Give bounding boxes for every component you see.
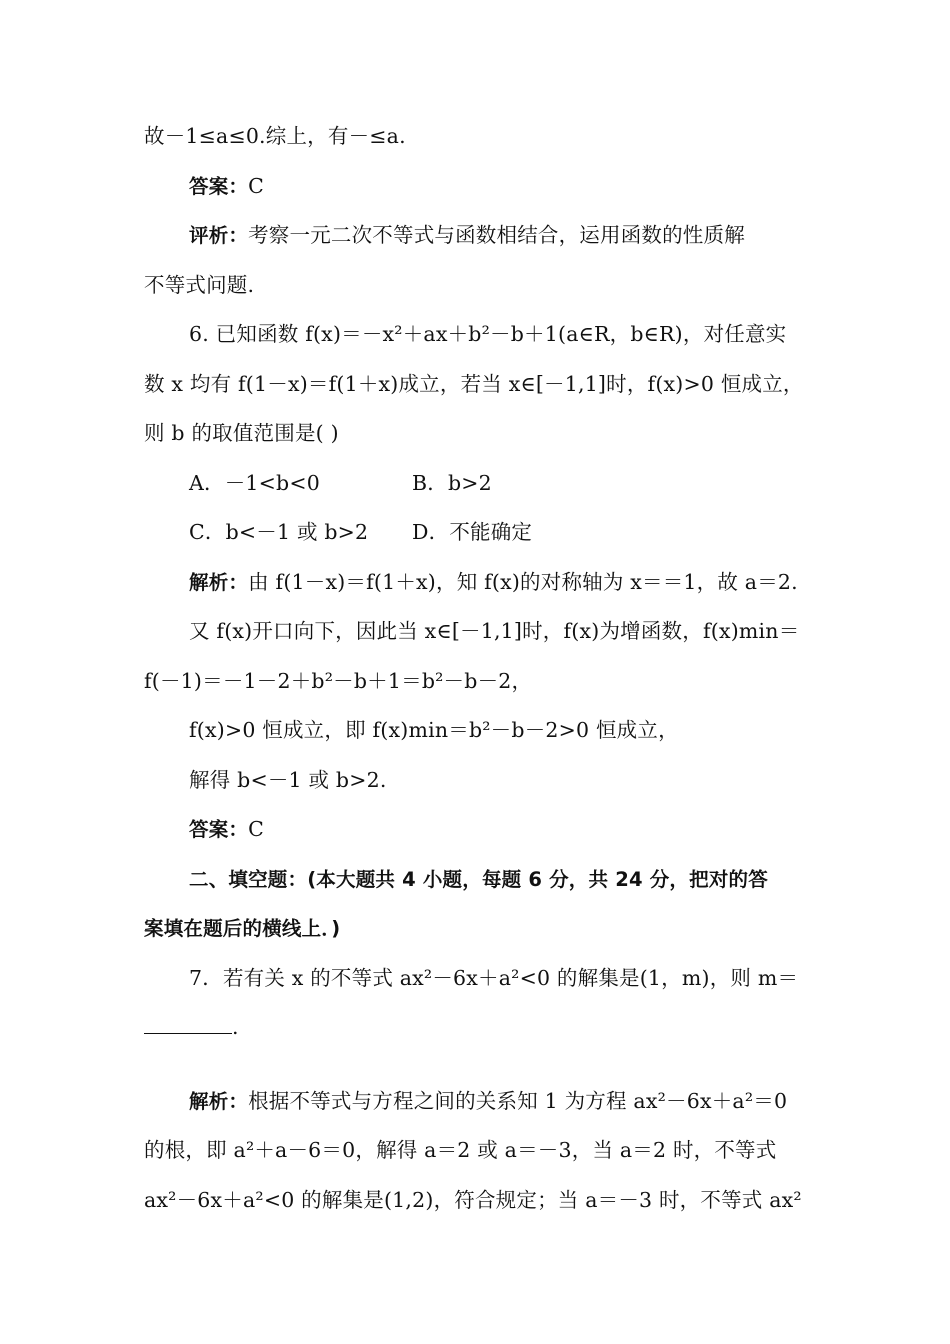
solution-7-line-3: ax²－6x＋a²<0 的解集是(1,2)，符合规定；当 a＝－3 时，不等式 ax² — [144, 1187, 802, 1212]
solution-6-line-4: f(x)>0 恒成立，即 f(x)min＝b²－b－2>0 恒成立， — [189, 718, 679, 742]
option-b: B．b>2 — [412, 470, 492, 495]
document-page — [144, 112, 808, 1225]
solution-7-line-1 — [144, 1077, 808, 1127]
question-7-line-2 — [144, 1003, 808, 1053]
option-a: A．－1<b<0 — [189, 470, 320, 495]
solution-label: 解析： — [189, 570, 249, 594]
question-7-line-1: 7．若有关 x 的不等式 ax²－6x＋a²<0 的解集是(1，m)，则 m＝ — [189, 965, 799, 990]
comment-text: 考察一元二次不等式与函数相结合，运用函数的性质解 — [248, 223, 745, 247]
comment-line-2: 不等式问题. — [144, 272, 255, 297]
option-c: C．b<－1 或 b>2 — [189, 520, 369, 544]
answer-value: C — [248, 173, 264, 198]
comment-label: 评析： — [189, 224, 249, 247]
answer-line — [144, 162, 808, 212]
solution-7-text: 根据不等式与方程之间的关系知 1 为方程 ax²－6x＋a²＝0 — [248, 1088, 788, 1113]
answer-label: 答案： — [189, 174, 249, 198]
question-6-line-2: 数 x 均有 f(1－x)＝f(1＋x)成立，若当 x∈[－1,1]时，f(x)>0 恒成立， — [144, 371, 804, 396]
question-6-line-1: 6. 已知函数 f(x)＝－x²＋ax＋b²－b＋1(a∈R，b∈R)，对任意实 — [189, 322, 787, 346]
text-line: 故－1≤a≤0.综上，有－≤a. — [144, 124, 406, 148]
solution-7-label: 解析： — [189, 1089, 249, 1113]
comment-line — [144, 211, 808, 261]
section-heading-line-1: 二、填空题：(本大题共 4 小题，每题 6 分，共 24 分，把对的答 — [189, 867, 768, 891]
options-row-2 — [144, 508, 808, 558]
solution-6-line-1 — [144, 558, 808, 608]
answer-value-2: C — [248, 817, 264, 841]
answer-label-2: 答案： — [189, 818, 249, 841]
section-heading-line-2: 案填在题后的横线上．) — [144, 917, 341, 940]
blank-period: . — [232, 1015, 239, 1039]
solution-text: 由 f(1－x)＝f(1＋x)，知 f(x)的对称轴为 x＝＝1，故 a＝2. — [248, 569, 798, 594]
solution-6-line-2: 又 f(x)开口向下，因此当 x∈[－1,1]时，f(x)为增函数，f(x)min＝ — [189, 619, 800, 643]
options-row-1 — [144, 459, 808, 509]
answer-blank — [144, 1005, 232, 1034]
solution-6-line-3: f(－1)＝－1－2＋b²－b＋1＝b²－b－2， — [144, 668, 533, 693]
option-d: D．不能确定 — [412, 520, 533, 544]
solution-7-line-2: 的根，即 a²＋a－6＝0，解得 a＝2 或 a＝－3，当 a＝2 时，不等式 — [144, 1138, 777, 1162]
solution-6-line-5: 解得 b<－1 或 b>2. — [189, 767, 387, 792]
spacer — [144, 1053, 808, 1077]
question-6-line-3: 则 b 的取值范围是( ) — [144, 421, 339, 445]
answer-line-2 — [144, 805, 808, 855]
